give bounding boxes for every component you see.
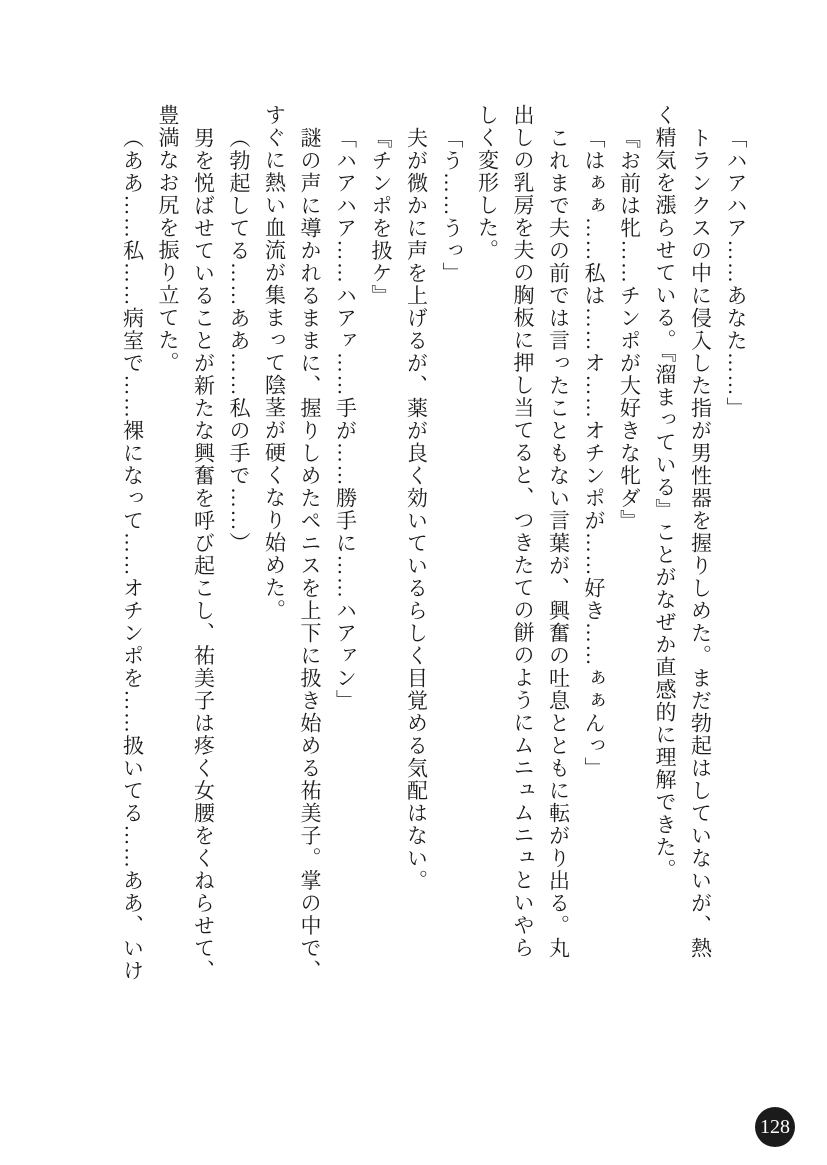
text-column: 「はぁぁ……私は……オ……オチンポが……好き……ぁぁんっ」 (582, 126, 606, 779)
text-column: 「う……うっ」 (440, 126, 464, 284)
page-number-badge (755, 1107, 795, 1147)
text-column: く精気を漲らせている。『溜まっている』ことがなぜか直感的に理解できた。 (653, 104, 677, 881)
text-column: 『チンポを扱ケ』 (369, 126, 393, 307)
text-column: しく変形した。 (475, 104, 500, 262)
text-column: 謎の声に導かれるままに、握りしめたペニスを上下に扱き始める祐美子。掌の中で、 (298, 126, 322, 982)
page-text-block (114, 104, 753, 996)
text-column: 「ハアハア……あなた……」 (724, 126, 748, 419)
text-column: これまで夫の前では言ったこともない言葉が、興奮の吐息とともに転がり出る。丸 (546, 126, 571, 959)
text-column: 出しの乳房を夫の胸板に押し当てると、つきたての餅のようにムニュムニュといやら (511, 104, 535, 959)
text-column: トランクスの中に侵入した指が男性器を握りしめた。まだ勃起はしていないが、熱 (688, 126, 713, 959)
text-column: （勃起してる……ああ……私の手で……） (227, 126, 251, 554)
text-column: 「ハアハア……ハアァ……手が……勝手に……ハアァン」 (333, 126, 358, 712)
text-column: 豊満なお尻を振り立てた。 (156, 104, 180, 374)
text-column: 男を悦ばせていることが新たな興奮を呼び起こし、祐美子は疼く女腰をくねらせて、 (191, 126, 216, 982)
page-number: 128 (760, 1116, 790, 1138)
text-column: （ああ……私……病室で……裸になって……オチンポを……扱いてる……ああ、いけ (120, 126, 145, 982)
text-column: すぐに熱い血流が集まって陰茎が硬くなり始めた。 (262, 104, 287, 622)
text-column: 夫が微かに声を上げるが、薬が良く効いているらしく目覚める気配はない。 (404, 126, 429, 892)
text-column: 『お前は牝……チンポが大好きな牝ダ』 (617, 126, 642, 532)
